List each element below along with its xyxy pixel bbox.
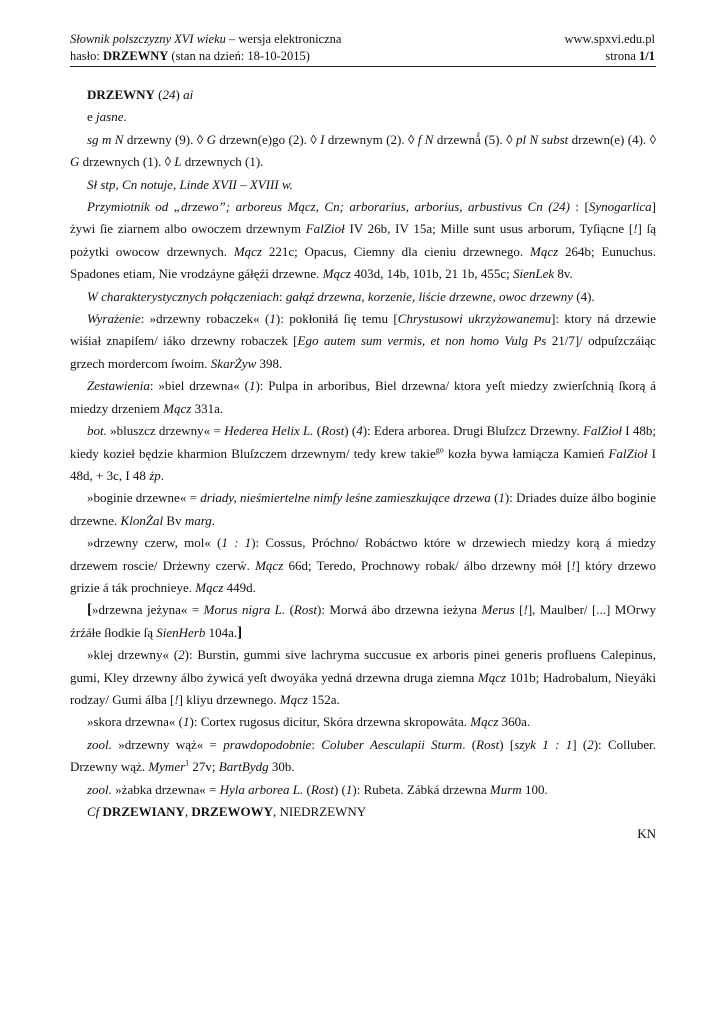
text-segment: FalZioł	[305, 221, 345, 237]
text-segment: drzewnym (2). ◊	[324, 131, 418, 147]
text-segment: gałąź drzewna, korzenie, liście drzewne, owoc drzewny	[285, 288, 573, 304]
text-segment: 264b; Eunuchus. Spadones etiam, Nie vrodzáyne gáłęźi drzewne.	[70, 243, 656, 282]
text-segment: : »drzewny robaczek« (	[140, 311, 270, 327]
text-segment: (4).	[572, 288, 595, 304]
boginie-section	[70, 487, 656, 532]
header-url[interactable]: www.spxvi.edu.pl	[564, 32, 655, 46]
frequency-count: 24	[162, 87, 176, 102]
typical-phrases	[70, 286, 656, 308]
text-segment: 1 : 1	[221, 535, 252, 551]
text-segment: Coluber Aesculapii Sturm	[321, 736, 463, 752]
text-segment: I	[320, 131, 325, 147]
text-segment: prawdopodobnie	[223, 736, 312, 752]
collocations-section	[70, 375, 656, 420]
text-segment: !	[633, 221, 638, 237]
text-segment: (	[285, 602, 294, 618]
waz-section	[70, 734, 656, 779]
text-segment: 27v;	[189, 759, 219, 775]
text-segment: ): Burstin, gummi sive lachryma succusue ex arboris pinei generis profluens Calepinus, gumi, Kley drzewny álbo żywicá yeſt dwoyáka yedná drzewna druga ziemna	[70, 647, 656, 685]
text-segment: Bv	[163, 512, 185, 528]
text-segment: ]: ktory ná drzewie wiśiał znapiſem/ iáko drzewny robaczek [	[70, 311, 656, 349]
text-segment: 2	[178, 647, 185, 663]
text-segment: G	[206, 131, 217, 147]
text-segment: Murm	[489, 781, 522, 797]
page-header	[70, 31, 655, 65]
text-segment: Mącz	[477, 669, 507, 685]
journal-title: Słownik polszczyzny XVI wieku	[70, 32, 226, 46]
text-segment: (	[313, 423, 322, 439]
text-segment: Cf	[87, 804, 100, 819]
text-segment: drzewnych (1). ◊	[79, 154, 175, 170]
text-segment: L	[174, 154, 182, 170]
text-segment: »skora drzewna« (	[87, 714, 184, 730]
text-segment: sg m N	[87, 131, 124, 147]
grammar-forms	[70, 129, 656, 174]
text-segment: ] który drzewo grizie á ták prochnieye.	[70, 557, 656, 595]
text-segment: Synogarlica	[588, 199, 652, 215]
botanical-section	[70, 420, 656, 487]
headword: DRZEWNY	[87, 87, 155, 102]
text-segment: ,	[184, 804, 192, 819]
czerw-section	[70, 532, 656, 599]
text-segment: drzewnǻ (5). ◊	[433, 131, 516, 147]
text-segment: »drzewna jeżyna« =	[92, 602, 204, 618]
text-segment: Mącz	[163, 400, 192, 416]
zabka-section	[70, 779, 656, 801]
text-segment: 30b.	[268, 759, 295, 775]
text-segment: BartBydg	[218, 759, 269, 775]
header-entry-info	[70, 48, 310, 65]
dictionary-entry	[70, 84, 656, 846]
text-segment: Mącz	[279, 691, 308, 707]
text-segment: ) (	[344, 423, 357, 439]
text-segment: ): Colluber. Drzewny wąż.	[70, 736, 656, 775]
text-segment: 1	[345, 781, 353, 797]
text-segment: 100.	[521, 781, 548, 797]
jezyna-section	[70, 599, 656, 644]
text-segment: Merus	[481, 602, 515, 618]
text-segment: ): Pulpa in arboribus, Biel drzewna/ ktora yeſt miedzy zwierſchnią ſkorą á miedzy drzeniem	[70, 378, 656, 416]
text-segment: [	[87, 602, 92, 619]
text-segment: SkarŻyw	[210, 355, 257, 371]
text-segment: : [	[569, 199, 589, 215]
journal-suffix: – wersja elektroniczna	[225, 32, 342, 46]
text-segment: Rost	[321, 423, 345, 439]
frequency: (24)	[158, 87, 180, 102]
text-segment: Mymer	[148, 759, 186, 775]
text-segment: ] (	[572, 736, 588, 752]
text-segment: ): Rubeta. Zábká drzewna	[352, 781, 490, 797]
text-segment: Wyrażenie	[87, 311, 141, 327]
text-segment: ): Cortex rugosus dicitur, Skóra drzewna skropowáta.	[189, 714, 471, 730]
haslo-label: hasło:	[70, 49, 103, 63]
text-segment: 4	[356, 423, 363, 439]
text-segment: 1	[248, 378, 256, 394]
text-segment: , NIEDRZEWNY	[273, 804, 367, 819]
haslo-word: DRZEWNY	[102, 49, 169, 63]
text-segment: Chrystusowi ukrzyżowanemu	[397, 311, 552, 327]
text-segment: 104a.	[205, 624, 238, 640]
text-segment: FalZioł	[608, 445, 648, 461]
text-segment: ): Edera arborea. Drugi Bluſzcz Drzewny.	[362, 423, 583, 439]
pron-jasne: jasne	[96, 109, 124, 125]
expression-section	[70, 308, 656, 375]
text-segment: : »biel drzewna« (	[149, 378, 249, 394]
text-segment: driady, nieśmiertelne nimfy leśne zamieszkujące drzewa	[200, 490, 491, 506]
pronunciation: ai	[183, 87, 194, 102]
text-segment: ], Maulber/ [...] MOrwy źrźáłe ſłodkie ſą	[70, 602, 656, 640]
text-segment: Mącz	[470, 714, 499, 730]
text-segment: 21/7]/ odpuſzczáiąc grzech mordercom ſwoim.	[70, 333, 656, 371]
header-row-2	[70, 48, 655, 65]
text-segment: !	[571, 557, 576, 573]
text-segment: !	[523, 602, 528, 618]
text-segment: ] ſą pożytki owocow drzewnych.	[70, 221, 656, 259]
text-segment: Zestawienia	[87, 378, 150, 394]
pronunciation-note: e jasne.	[87, 109, 127, 125]
header-title	[70, 31, 341, 48]
text-segment: »drzewny czerw, mol« (	[87, 535, 222, 551]
source-dictionaries: Sł stp, Cn notuje, Linde XVII – XVIII w.	[87, 176, 293, 192]
text-segment: 152a.	[307, 691, 340, 707]
skora-section	[70, 711, 656, 733]
text-segment: kozła bywa łamiącza Kamień	[443, 445, 609, 461]
text-segment: 403d, 14b, 101b, 21 1b, 455c;	[350, 266, 513, 282]
text-segment: 331a.	[191, 400, 224, 416]
text-segment: ) [	[499, 736, 515, 752]
text-segment: 66d; Teredo, Prochnowy robak/ álbo drzewny mół [	[283, 557, 572, 573]
text-segment: »żabka drzewna« =	[111, 781, 220, 797]
text-segment: zool.	[87, 736, 112, 752]
text-segment: ): Morwá ábo drzewna ieżyna	[317, 602, 482, 618]
definition	[70, 196, 656, 286]
text-segment: (	[303, 781, 311, 797]
text-segment: drzewn(e) (4). ◊	[568, 131, 656, 147]
text-segment: »boginie drzewne« =	[87, 490, 201, 506]
text-segment: 2	[587, 736, 594, 752]
text-segment: Mącz	[322, 266, 351, 282]
text-segment: IV 26b, IV 15a; Mille sunt usus arborum, Tyſiącne [	[344, 221, 634, 237]
text-segment: I 48d, + 3c, I 48	[70, 445, 656, 483]
header-divider	[70, 66, 656, 67]
page-number	[605, 48, 655, 65]
text-segment: »bluszcz drzewny« =	[106, 423, 225, 439]
text-segment: zool.	[87, 781, 112, 797]
text-segment: 8v.	[554, 266, 573, 282]
cross-reference	[70, 801, 656, 823]
text-segment: DRZEWIANY	[102, 804, 185, 819]
text-segment: ): Driades duíze álbo boginie drzewne.	[70, 490, 656, 528]
text-segment: Morus nigra L.	[203, 602, 286, 618]
text-segment: ): Cossus, Próchno/ Robáctwo które w drzewiech miedzy korą á miedzy drzewem roscie/ Drżewny czerẃ.	[70, 535, 656, 573]
text-segment: pl N subst	[515, 131, 569, 147]
text-segment: szyk 1 : 1	[514, 736, 573, 752]
text-segment: :	[279, 288, 286, 304]
haslo-date: (stan na dzień: 18-10-2015)	[168, 49, 310, 63]
text-segment: .	[211, 512, 216, 528]
text-segment: Mącz	[195, 579, 224, 595]
text-segment: Rost	[293, 602, 318, 618]
text-segment: marg	[184, 512, 212, 528]
text-segment: KlonŻal	[120, 512, 164, 528]
text-segment: »drzewny wąż« =	[111, 736, 224, 752]
text-segment: DRZEWOWY	[191, 804, 274, 819]
text-segment: Przymiotnik od „drzewo”; arboreus Mącz, Cn; arborarius, arborius, arbustivus Cn (24)	[87, 199, 570, 215]
text-segment: »klej drzewny« (	[87, 647, 179, 663]
text-segment: 1	[269, 311, 276, 327]
text-segment: Mącz	[233, 243, 262, 259]
text-segment: Hyla arborea L.	[219, 781, 304, 797]
text-segment: 398.	[256, 355, 283, 371]
text-segment: ] żywi ſie ziarnem albo owoczem drzewnym	[70, 199, 656, 237]
text-segment: drzewnych (1).	[181, 154, 264, 170]
text-segment: bot.	[87, 423, 107, 439]
text-segment: G	[70, 154, 80, 170]
pron-e: e	[87, 109, 97, 125]
text-segment: 1	[498, 490, 505, 506]
text-segment: ]	[237, 624, 243, 641]
text-segment: . (	[462, 736, 477, 752]
text-segment: Rost	[310, 781, 334, 797]
text-segment: I 48b; kiedy kozieł będzie kharmion Bluſzczem drzewnym/ tedy krew takie	[70, 423, 656, 461]
text-segment: ): pokłoniłá ſię temu [	[275, 311, 398, 327]
text-segment: żp	[149, 467, 161, 483]
text-segment: 1	[185, 758, 190, 768]
text-segment: 360a.	[498, 714, 531, 730]
text-segment: Mącz	[255, 557, 284, 573]
text-segment: FalZioł	[582, 423, 622, 439]
text-segment: W charakterystycznych połączeniach	[87, 288, 280, 304]
text-segment: ) (	[333, 781, 346, 797]
text-segment: (	[490, 490, 499, 506]
text-segment: go	[435, 445, 444, 455]
text-segment: Hederea Helix L.	[224, 423, 314, 439]
text-segment: :	[311, 736, 322, 752]
text-segment: Ego autem sum vermis, et non homo Vulg Ps	[297, 333, 547, 349]
text-segment: SienLek	[513, 266, 555, 282]
text-segment: 449d.	[223, 579, 256, 595]
text-segment: 101b; Hadrobalum, Nieyáki rodzay/ Gumi álba [	[70, 669, 656, 707]
text-segment: [	[514, 602, 524, 618]
text-segment: Mącz	[530, 243, 559, 259]
text-segment: SienHerb	[156, 624, 206, 640]
text-segment: 221c; Opacus, Ciemny dla cieniu drzewnego.	[261, 243, 531, 259]
text-segment: ] kliyu drzewnego.	[178, 691, 280, 707]
text-segment: drzewny (9). ◊	[123, 131, 207, 147]
text-segment: f N	[417, 131, 434, 147]
author-initials: KN	[637, 826, 656, 842]
text-segment: !	[174, 691, 179, 707]
header-row-1	[70, 31, 655, 48]
entry-headline	[70, 84, 656, 106]
text-segment: drzewn(e)go (2). ◊	[216, 131, 321, 147]
text-segment: .	[160, 467, 164, 483]
page-label: strona	[605, 49, 640, 63]
page-value: 1/1	[639, 49, 655, 63]
klej-section	[70, 644, 656, 711]
text-segment: 1	[183, 714, 190, 730]
text-segment: Rost	[476, 736, 500, 752]
